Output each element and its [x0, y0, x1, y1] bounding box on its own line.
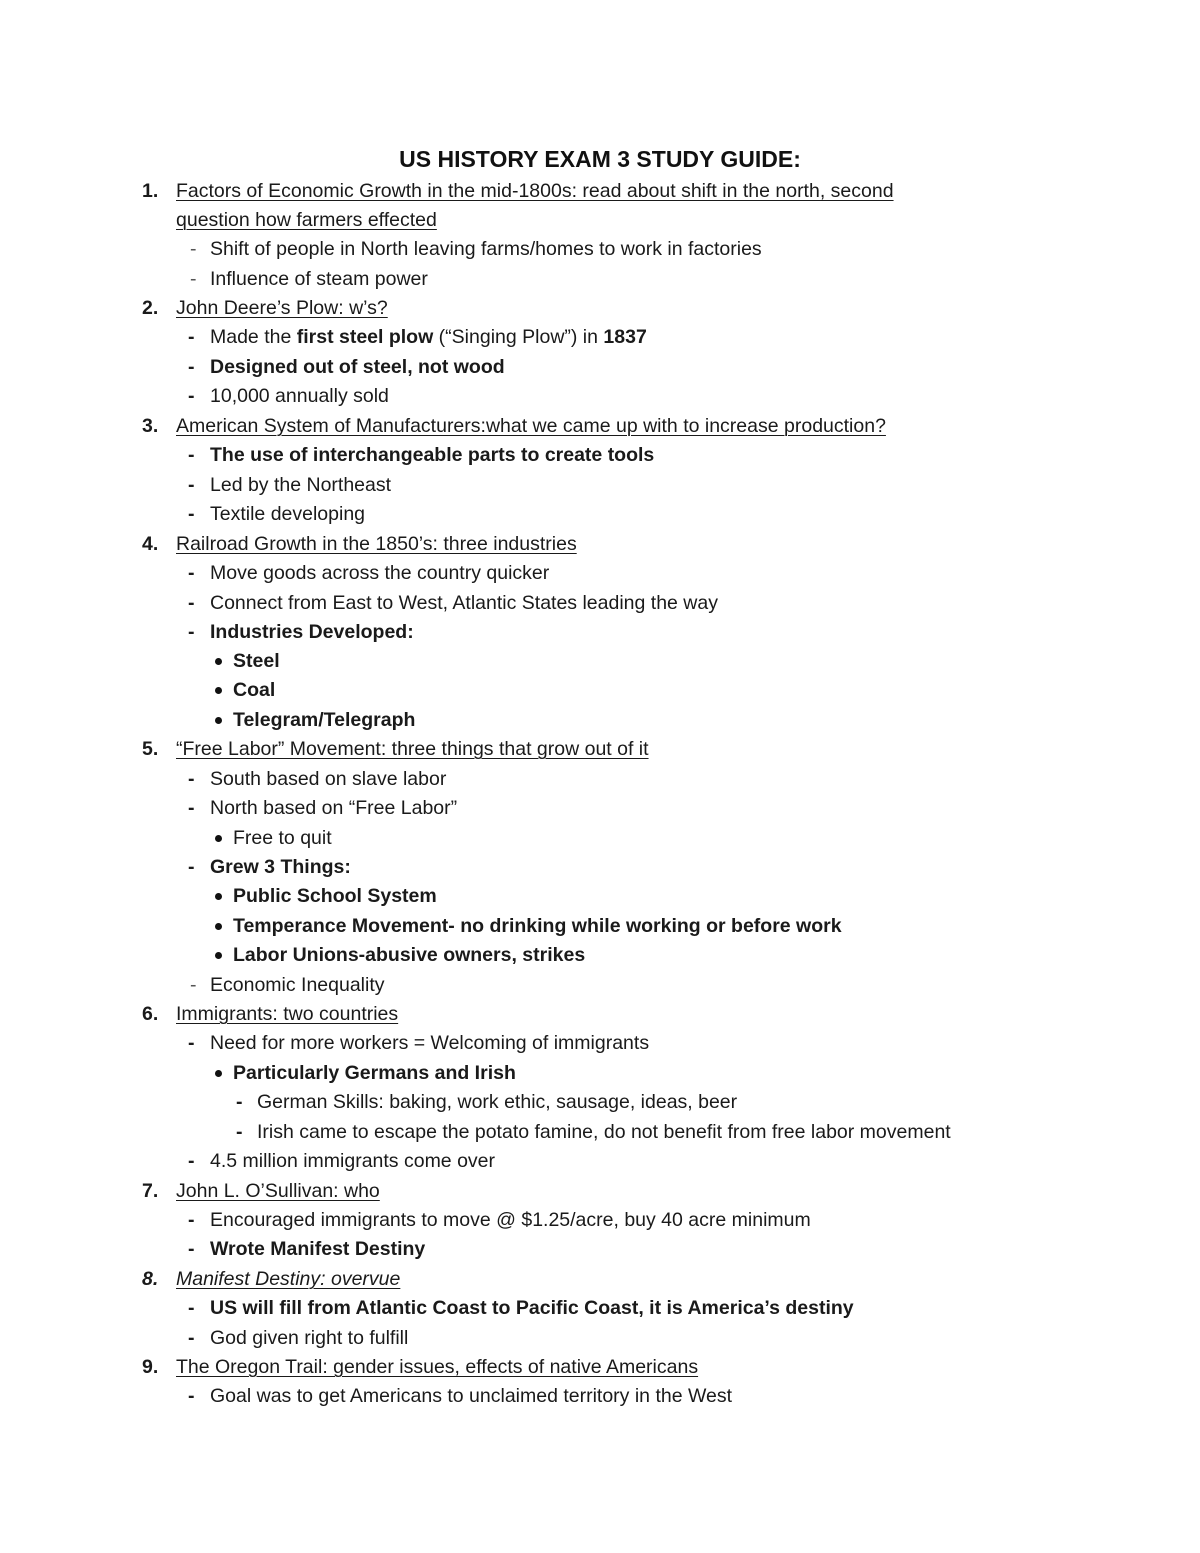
text-run: Made the — [210, 326, 297, 348]
dash-marker: - — [188, 1209, 195, 1231]
bullet-dot — [215, 923, 222, 930]
item-number: 3. — [142, 415, 159, 437]
bullet-dot — [215, 717, 222, 724]
sub-point: Industries Developed: — [210, 621, 414, 643]
item-heading: The Oregon Trail: gender issues, effects of native Americans — [176, 1356, 699, 1378]
dash-marker: - — [190, 238, 197, 260]
bullet-point: Temperance Movement- no drinking while working or before work — [233, 915, 842, 937]
sub-point: Move goods across the country quicker — [210, 562, 550, 584]
sub-point: Designed out of steel, not wood — [210, 356, 505, 378]
sub-sub-point: Irish came to escape the potato famine, do not benefit from free labor movement — [257, 1121, 951, 1143]
sub-point — [210, 322, 647, 352]
sub-point: US will fill from Atlantic Coast to Pacific Coast, it is America’s destiny — [210, 1297, 854, 1319]
dash-marker: - — [236, 1091, 243, 1113]
item-number: 4. — [142, 533, 159, 555]
item-number: 1. — [142, 180, 159, 202]
item-number: 5. — [142, 738, 159, 760]
item-heading-continued: question how farmers effected — [176, 209, 437, 231]
bullet-dot — [215, 687, 222, 694]
dash-marker: - — [188, 474, 195, 496]
dash-marker: - — [188, 621, 195, 643]
sub-point: Influence of steam power — [210, 268, 428, 290]
item-heading: John Deere’s Plow: w’s? — [176, 297, 388, 319]
sub-point: North based on “Free Labor” — [210, 797, 458, 819]
dash-marker: - — [188, 326, 195, 348]
dash-marker: - — [188, 1150, 195, 1172]
sub-point: Shift of people in North leaving farms/homes to work in factories — [210, 238, 762, 260]
bullet-dot — [215, 952, 222, 959]
item-number: 2. — [142, 297, 159, 319]
sub-point: 4.5 million immigrants come over — [210, 1150, 496, 1172]
bullet-dot — [215, 893, 222, 900]
sub-point: 10,000 annually sold — [210, 385, 389, 407]
dash-marker: - — [188, 562, 195, 584]
dash-marker: - — [188, 768, 195, 790]
sub-point: Led by the Northeast — [210, 474, 392, 496]
item-heading: Immigrants: two countries — [176, 1003, 399, 1025]
text-run-bold: 1837 — [603, 326, 647, 348]
bullet-point: Steel — [233, 650, 280, 672]
bullet-dot — [215, 1070, 222, 1077]
item-number: 9. — [142, 1356, 159, 1378]
bullet-point: Telegram/Telegraph — [233, 709, 416, 731]
sub-point: Goal was to get Americans to unclaimed territory in the West — [210, 1385, 733, 1407]
item-number: 8. — [142, 1268, 159, 1290]
item-heading: American System of Manufacturers:what we came up with to increase production? — [176, 415, 886, 437]
dash-marker: - — [188, 356, 195, 378]
sub-point: Textile developing — [210, 503, 366, 525]
item-heading: Factors of Economic Growth in the mid-1800s: read about shift in the north, second — [176, 180, 894, 202]
dash-marker: - — [188, 592, 195, 614]
text-run: (“Singing Plow”) in — [433, 326, 604, 348]
sub-point: Economic Inequality — [210, 974, 385, 996]
bullet-dot — [215, 835, 222, 842]
dash-marker: - — [188, 503, 195, 525]
bullet-point: Particularly Germans and Irish — [233, 1062, 516, 1084]
bullet-point: Free to quit — [233, 827, 332, 849]
sub-point: The use of interchangeable parts to create tools — [210, 444, 655, 466]
bullet-dot — [215, 658, 222, 665]
dash-marker: - — [188, 385, 195, 407]
sub-point: God given right to fulfill — [210, 1327, 409, 1349]
item-heading: John L. O’Sullivan: who — [176, 1180, 380, 1202]
item-number: 6. — [142, 1003, 159, 1025]
bullet-point: Coal — [233, 679, 276, 701]
item-number: 7. — [142, 1180, 159, 1202]
sub-sub-point: German Skills: baking, work ethic, sausage, ideas, beer — [257, 1091, 738, 1113]
bullet-point: Public School System — [233, 885, 437, 907]
dash-marker: - — [188, 1297, 195, 1319]
dash-marker: - — [236, 1121, 243, 1143]
dash-marker: - — [188, 444, 195, 466]
sub-point: Grew 3 Things: — [210, 856, 351, 878]
page-title: US HISTORY EXAM 3 STUDY GUIDE: — [399, 146, 801, 172]
sub-point: Wrote Manifest Destiny — [210, 1238, 426, 1260]
sub-point: South based on slave labor — [210, 768, 447, 790]
dash-marker: - — [188, 856, 195, 878]
sub-point: Encouraged immigrants to move @ $1.25/acre, buy 40 acre minimum — [210, 1209, 811, 1231]
item-heading: “Free Labor” Movement: three things that grow out of it — [176, 738, 649, 760]
item-heading: Railroad Growth in the 1850’s: three industries — [176, 533, 577, 555]
item-heading: Manifest Destiny: overvue — [176, 1268, 401, 1290]
dash-marker: - — [188, 1327, 195, 1349]
bullet-point: Labor Unions-abusive owners, strikes — [233, 944, 586, 966]
dash-marker: - — [188, 1238, 195, 1260]
dash-marker: - — [190, 974, 197, 996]
sub-point: Connect from East to West, Atlantic States leading the way — [210, 592, 718, 614]
text-run-bold: first steel plow — [296, 326, 434, 348]
sub-point: Need for more workers = Welcoming of immigrants — [210, 1032, 650, 1054]
dash-marker: - — [188, 797, 195, 819]
dash-marker: - — [188, 1385, 195, 1407]
dash-marker: - — [190, 268, 197, 290]
dash-marker: - — [188, 1032, 195, 1054]
